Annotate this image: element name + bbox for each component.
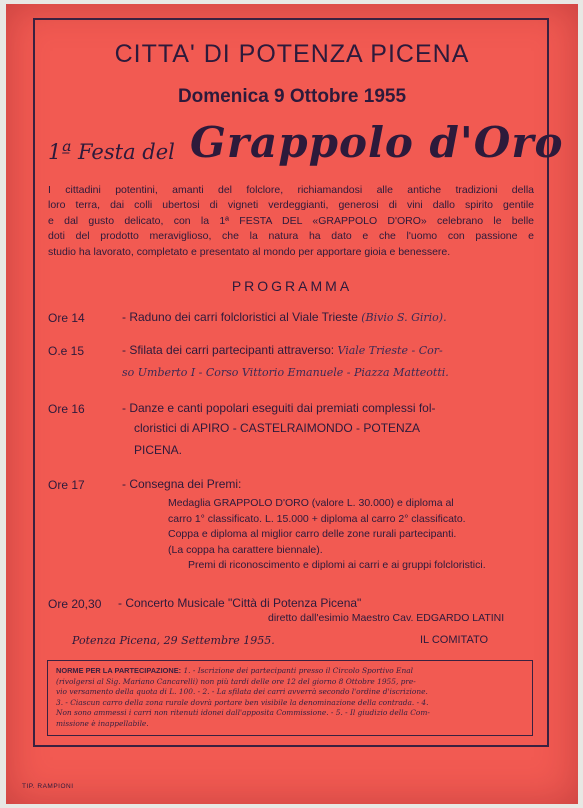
rules-line-1 [56, 666, 526, 677]
rules-line: vio versamento della quota di L. 100. - 2. - La sfilata dei carri avverrà secondo l'ordine d'iscrizione. [56, 687, 428, 697]
rules-line: (rivolgersi al Sig. Mariano Cancarelli) non più tardi delle ore 12 del giorno 8 Ottobre 1955, pre- [56, 676, 416, 686]
intro-line: I cittadini potentini, amanti del folclore, richiamandosi alle antiche tradizioni della [48, 184, 534, 196]
premio-line: carro 1° classificato. L. 15.000 + diploma al carro 2° classificato. [168, 512, 466, 525]
premio-line: Medaglia GRAPPOLO D'ORO (valore L. 30.000) e diploma al [168, 497, 454, 509]
rules-text [56, 666, 526, 730]
intro-paragraph [48, 183, 534, 260]
event-time: Ore 17 [48, 478, 85, 492]
rules-line: missione è inappellabile. [56, 718, 149, 728]
committee-signature: IL COMITATO [420, 634, 489, 646]
festa-prefix: 1ª Festa del [48, 140, 175, 164]
intro-line: e dal gusto delicato, con la 1ª FESTA DEL «GRAPPOLO D'ORO» celebrano le belle [48, 214, 534, 227]
event-desc: - Sfilata dei carri partecipanti attraverso: [122, 343, 335, 357]
event-time: Ore 16 [48, 402, 85, 416]
place-date: Potenza Picena, 29 Settembre 1955. [72, 634, 275, 647]
rules-line: Non sono ammessi i carri non ritenuti idonei dall'apposita Commissione. - 5. - Il giudizio della Com- [56, 708, 430, 718]
premio-line: Coppa e diploma al miglior carro delle zone rurali partecipanti. [168, 528, 457, 540]
premi-list [168, 496, 486, 574]
event-desc-line2: cloristici di APIRO - CASTELRAIMONDO - POTENZA [134, 421, 421, 435]
festa-title: Grappolo d'Oro [190, 118, 564, 167]
programma-heading: PROGRAMMA [231, 278, 353, 294]
printer-credit: TIP. RAMPIONI [22, 783, 74, 790]
event-desc: - Concerto Musicale "Città di Potenza Picena" [118, 596, 362, 610]
intro-line: studio ha lavorato, completato e presentato al mondo per apportare gioia e benessere. [48, 245, 451, 258]
event-desc-line3: PICENA. [134, 443, 183, 457]
event-time: Ore 20,30 [48, 597, 102, 611]
event-text [122, 340, 443, 361]
event-time: O.e 15 [48, 344, 85, 358]
rules-lead: NORME PER LA PARTECIPAZIONE: [56, 666, 182, 675]
event-note-line2: so Umberto I - Corso Vittorio Emanuele - Piazza Matteotti. [122, 366, 449, 379]
event-note: (Bivio S. Girio). [361, 311, 447, 324]
event-desc-line2: diretto dall'esimio Maestro Cav. EDGARDO LATINI [268, 612, 505, 624]
rules-line: 3. - Ciascun carro della zona rurale dovrà portare ben visibile la denominazione della contrada. - 4. [56, 697, 429, 707]
city-heading: CITTA' DI POTENZA PICENA [114, 40, 470, 68]
event-text [122, 307, 447, 328]
rules-line: 1. - Iscrizione dei partecipanti presso il Circolo Sportivo Enal [183, 666, 413, 675]
premio-line: Premi di riconoscimento e diplomi ai carri e ai gruppi folcloristici. [188, 559, 486, 571]
event-desc: - Danze e canti popolari eseguiti dai premiati complessi fol- [122, 401, 436, 415]
event-date: Domenica 9 Ottobre 1955 [177, 86, 407, 107]
event-note: Viale Trieste - Cor- [337, 344, 443, 357]
event-time: Ore 14 [48, 311, 85, 325]
premio-line: (La coppa ha carattere biennale). [168, 543, 323, 556]
intro-line: doti del prodotto meraviglioso, che la natura ha dato e che l'uomo con passione e [48, 230, 534, 243]
event-desc: - Consegna dei Premi: [122, 477, 242, 491]
intro-line: loro terra, dai colli ubertosi di vigneti verdeggianti, generosi di vini dallo spirito gentile [48, 199, 534, 212]
event-desc: - Raduno dei carri folcloristici al Viale Trieste [122, 310, 358, 324]
